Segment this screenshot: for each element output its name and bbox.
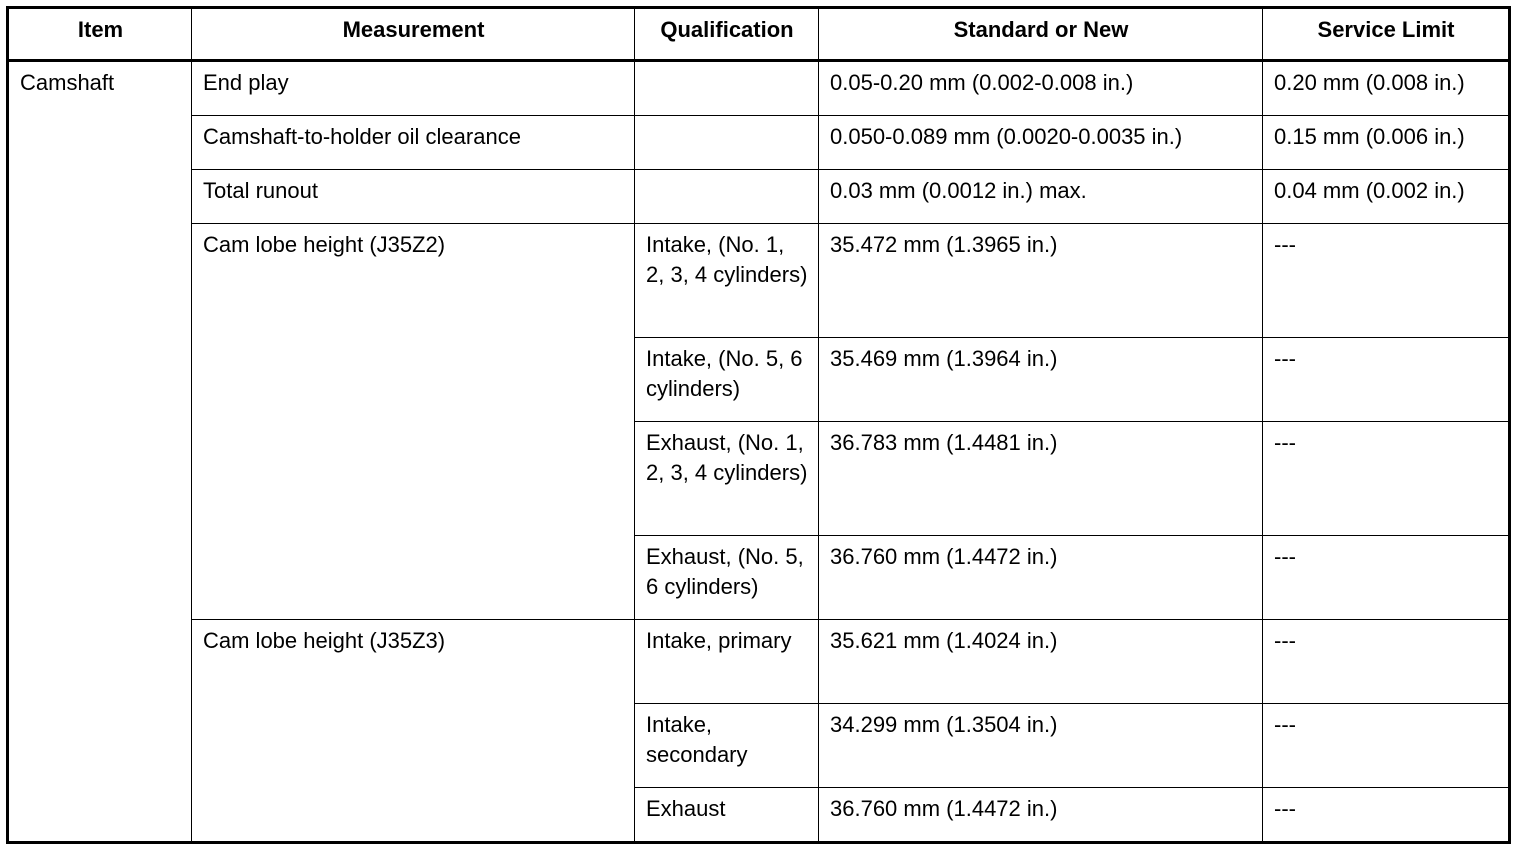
spec-table-container — [6, 6, 1511, 844]
measurement-cell: Total runout — [192, 170, 635, 224]
limit-cell: 0.15 mm (0.006 in.) — [1263, 116, 1510, 170]
limit-cell: 0.20 mm (0.008 in.) — [1263, 61, 1510, 116]
header-measurement: Measurement — [192, 8, 635, 61]
standard-cell: 36.760 mm (1.4472 in.) — [819, 788, 1263, 843]
table-row — [8, 116, 1510, 170]
measurement-cell: Camshaft-to-holder oil clearance — [192, 116, 635, 170]
limit-cell: 0.04 mm (0.002 in.) — [1263, 170, 1510, 224]
qualification-cell: Exhaust, (No. 1, 2, 3, 4 cylinders) — [635, 422, 819, 536]
qualification-cell: Intake, primary — [635, 620, 819, 704]
limit-cell: --- — [1263, 422, 1510, 536]
qualification-cell: Exhaust, (No. 5, 6 cylinders) — [635, 536, 819, 620]
header-row — [8, 8, 1510, 61]
header-standard: Standard or New — [819, 8, 1263, 61]
header-service-limit: Service Limit — [1263, 8, 1510, 61]
qualification-cell — [635, 61, 819, 116]
standard-cell: 0.05-0.20 mm (0.002-0.008 in.) — [819, 61, 1263, 116]
qualification-cell: Intake, (No. 1, 2, 3, 4 cylinders) — [635, 224, 819, 338]
table-row — [8, 170, 1510, 224]
header-item: Item — [8, 8, 192, 61]
table-row — [8, 61, 1510, 116]
limit-cell: --- — [1263, 224, 1510, 338]
standard-cell: 35.621 mm (1.4024 in.) — [819, 620, 1263, 704]
qualification-cell: Intake, (No. 5, 6 cylinders) — [635, 338, 819, 422]
standard-cell: 36.760 mm (1.4472 in.) — [819, 536, 1263, 620]
limit-cell: --- — [1263, 788, 1510, 843]
measurement-cell: Cam lobe height (J35Z3) — [192, 620, 635, 843]
measurement-cell: End play — [192, 61, 635, 116]
standard-cell: 35.472 mm (1.3965 in.) — [819, 224, 1263, 338]
standard-cell: 36.783 mm (1.4481 in.) — [819, 422, 1263, 536]
standard-cell: 0.03 mm (0.0012 in.) max. — [819, 170, 1263, 224]
limit-cell: --- — [1263, 704, 1510, 788]
qualification-cell: Exhaust — [635, 788, 819, 843]
standard-cell: 34.299 mm (1.3504 in.) — [819, 704, 1263, 788]
qualification-cell: Intake, secondary — [635, 704, 819, 788]
camshaft-spec-table — [6, 6, 1511, 844]
standard-cell: 0.050-0.089 mm (0.0020-0.0035 in.) — [819, 116, 1263, 170]
qualification-cell — [635, 116, 819, 170]
limit-cell: --- — [1263, 536, 1510, 620]
limit-cell: --- — [1263, 620, 1510, 704]
header-qualification: Qualification — [635, 8, 819, 61]
standard-cell: 35.469 mm (1.3964 in.) — [819, 338, 1263, 422]
limit-cell: --- — [1263, 338, 1510, 422]
table-row — [8, 620, 1510, 704]
table-row — [8, 224, 1510, 338]
item-cell: Camshaft — [8, 61, 192, 843]
qualification-cell — [635, 170, 819, 224]
measurement-cell: Cam lobe height (J35Z2) — [192, 224, 635, 620]
